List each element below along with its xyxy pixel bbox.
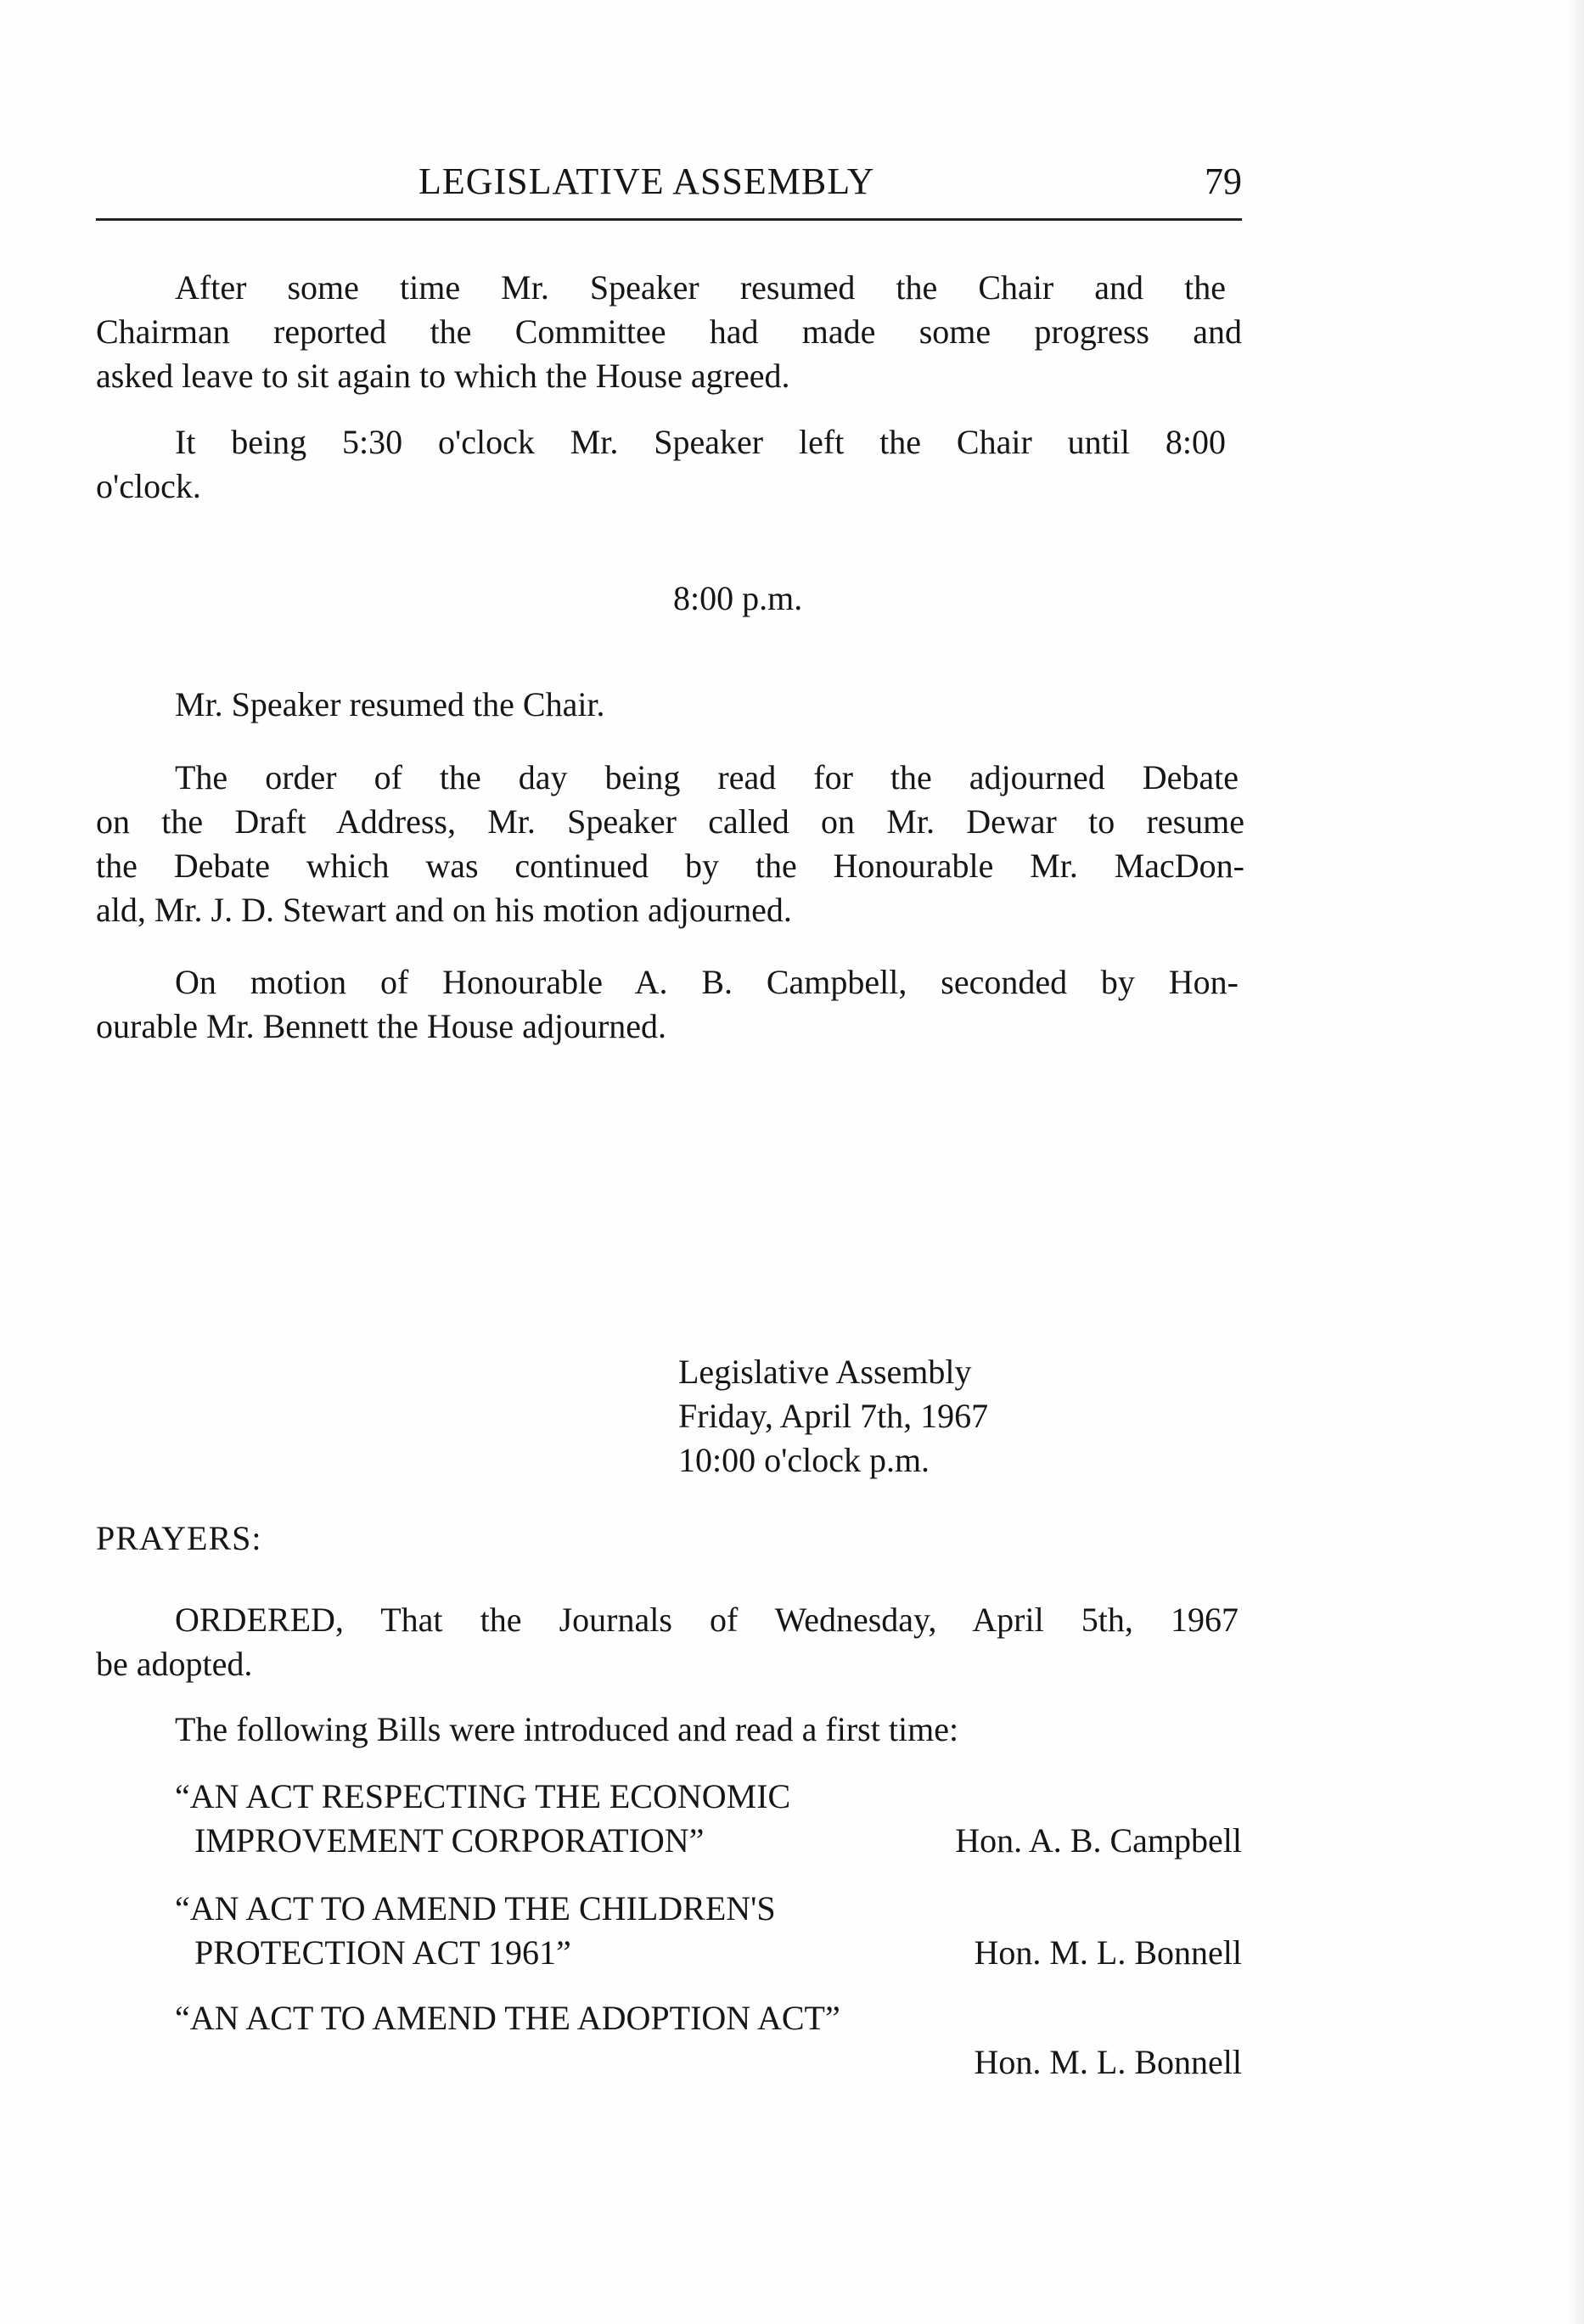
bill-sponsor: Hon. A. B. Campbell [955,1821,1242,1860]
page-header [96,160,1242,211]
bill-title-line: IMPROVEMENT CORPORATION” [194,1821,705,1860]
header-rule [96,218,1242,221]
text-line: the Debate which was continued by the Honourable Mr. MacDon- [96,847,1244,885]
dateline-date: Friday, April 7th, 1967 [678,1397,989,1435]
text-line: ourable Mr. Bennett the House adjourned. [96,1007,667,1045]
text-line: After some time Mr. Speaker resumed the Chair and the [175,268,1226,307]
page-number: 79 [1205,160,1242,202]
bill-title-line: “AN ACT TO AMEND THE ADOPTION ACT” [175,1999,840,2037]
bill-sponsor: Hon. M. L. Bonnell [974,1933,1242,1972]
text-line: o'clock. [96,467,201,505]
bill-title-line: PROTECTION ACT 1961” [194,1933,571,1972]
text-line: be adopted. [96,1645,253,1683]
dateline-block [678,1350,988,1483]
paragraph-committee-report [96,266,1242,398]
bill-title-line: “AN ACT RESPECTING THE ECONOMIC [175,1777,791,1815]
text-line: On motion of Honourable A. B. Campbell, seconded by Hon- [175,963,1239,1001]
paragraph-recess [96,420,1226,509]
bill-title-line: “AN ACT TO AMEND THE CHILDREN'S [175,1889,776,1927]
text-line: The order of the day being read for the adjourned Debate [175,758,1239,796]
text-line: ORDERED, That the Journals of Wednesday, April 5th, 1967 [175,1601,1239,1639]
bill-item [175,1775,1242,1863]
text-line: asked leave to sit again to which the House agreed. [96,357,790,395]
text-line: Chairman reported the Committee had made some progress and [96,312,1242,351]
text-line: ald, Mr. J. D. Stewart and on his motion adjourned. [96,891,792,929]
paragraph-adjourned-debate [96,756,1244,932]
text-line: It being 5:30 o'clock Mr. Speaker left the Chair until 8:00 [175,423,1226,461]
dateline-assembly: Legislative Assembly [678,1353,972,1391]
bill-sponsor: Hon. M. L. Bonnell [974,2043,1242,2081]
dateline-time: 10:00 o'clock p.m. [678,1441,930,1479]
paragraph-house-adjourned [96,960,1239,1049]
page-edge-shadow [1569,0,1584,2324]
bill-item [175,1996,1242,2085]
bill-item [175,1887,1242,1975]
prayers-heading: PRAYERS: [96,1519,262,1557]
running-title: LEGISLATIVE ASSEMBLY [418,160,875,202]
paragraph-ordered [96,1598,1239,1686]
bills-intro: The following Bills were introduced and read a first time: [175,1710,959,1748]
text-line: on the Draft Address, Mr. Speaker called on Mr. Dewar to resume [96,802,1244,841]
paragraph-speaker-resumed: Mr. Speaker resumed the Chair. [175,685,605,723]
time-heading: 8:00 p.m. [673,579,803,617]
